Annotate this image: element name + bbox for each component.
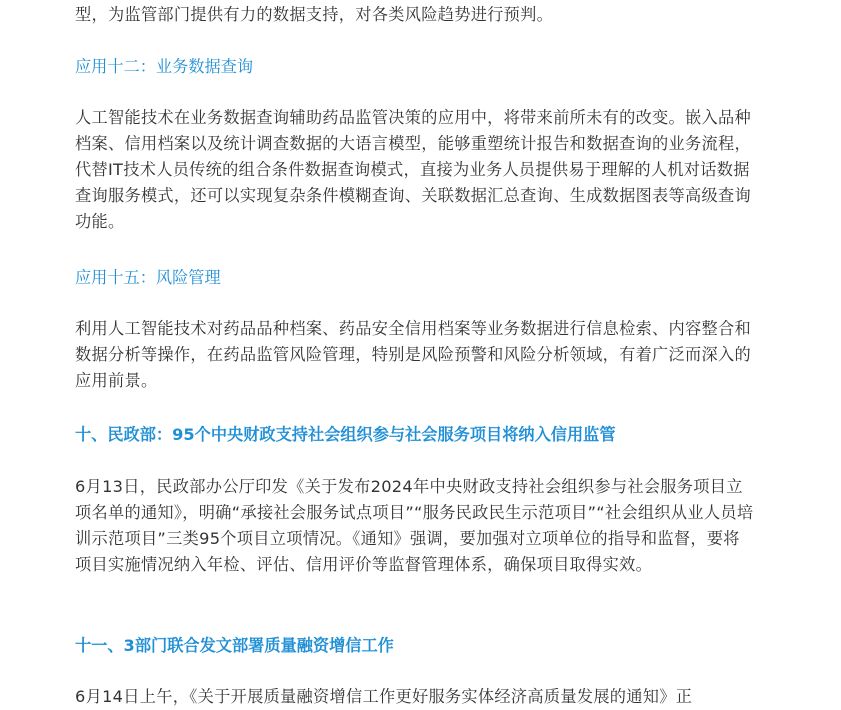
section-heading-11: 十一、3部门联合发文部署质量融资增信工作: [75, 636, 394, 655]
section-heading-10: 十、民政部：95个中央财政支持社会组织参与社会服务项目将纳入信用监管: [75, 425, 616, 444]
paragraph-intro-tail: 型，为监管部门提供有力的数据支持，对各类风险趋势进行预判。: [75, 5, 554, 24]
subheading-application-15: 应用十五：风险管理: [75, 268, 221, 287]
paragraph-quality-financing: 6月14日上午，《关于开展质量融资增信工作更好服务实体经济高质量发展的通知》正: [75, 687, 693, 706]
paragraph-data-query: 人工智能技术在业务数据查询辅助药品监管决策的应用中，将带来前所未有的改变。嵌入品种档案、信用档案以及统计调查数据的大语言模型，能够重塑统计报告和数据查询的业务流程，代替IT技术人员传统的组合条件数据查询模式，直接为业务人员提供易于理解的人机对话数据查询服务模式，还可以实现复杂条件模糊查询、关联数据汇总查询、生成数据图表等高级查询功能。: [75, 108, 751, 231]
paragraph-ministry-civil-affairs: 6月13日，民政部办公厅印发《关于发布2024年中央财政支持社会组织参与社会服务项目立项名单的通知》，明确“承接社会服务试点项目”“服务民政民生示范项目”“社会组织从业人员培训示范项目”三类95个项目立项情况。《通知》强调，要加强对立项单位的指导和监督，要将项目实施情况纳入年检、评估、信用评价等监督管理体系，确保项目取得实效。: [75, 477, 754, 574]
subheading-application-12: 应用十二：业务数据查询: [75, 57, 254, 76]
paragraph-risk-management: 利用人工智能技术对药品品种档案、药品安全信用档案等业务数据进行信息检索、内容整合和数据分析等操作，在药品监管风险管理，特别是风险预警和风险分析领域，有着广泛而深入的应用前景。: [75, 319, 751, 390]
